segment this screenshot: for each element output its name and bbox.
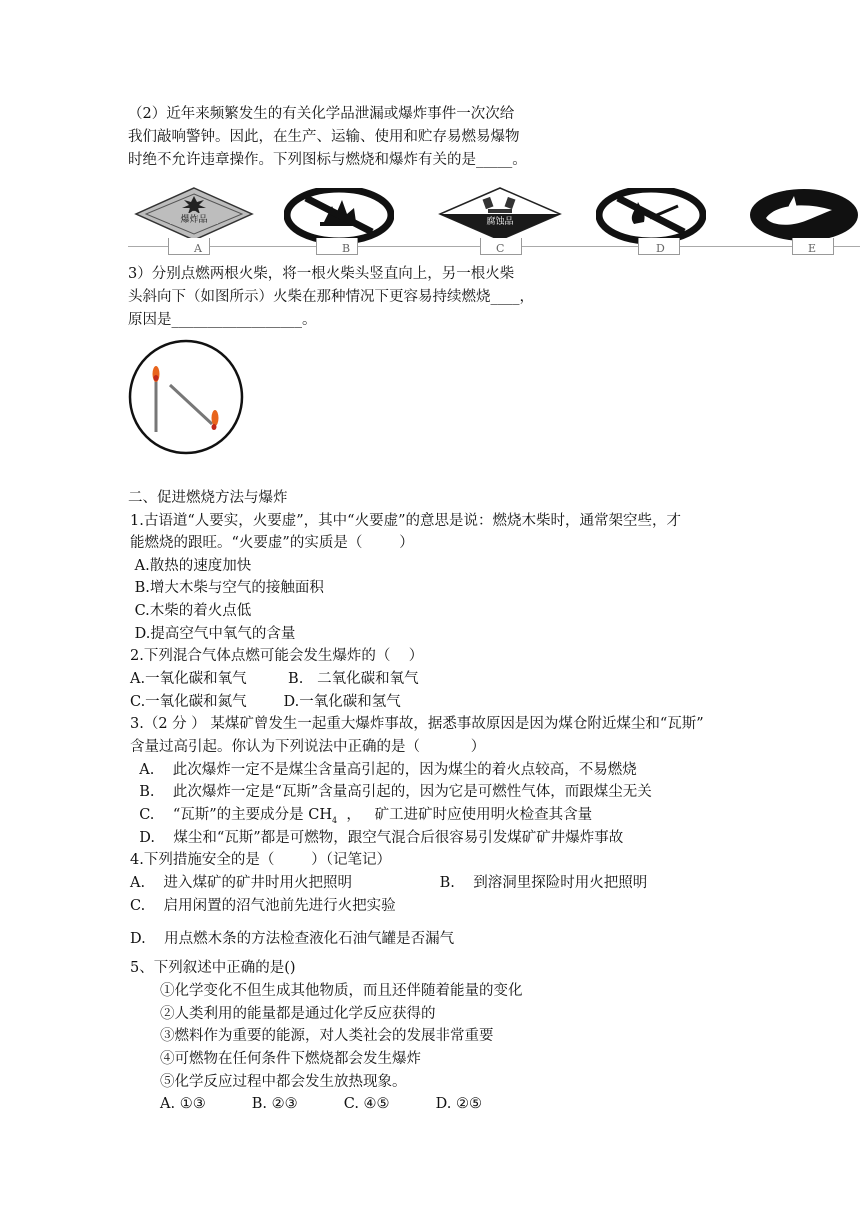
no-smoking-sign-icon (596, 188, 706, 244)
p3-option-c-subscript: 4 (332, 815, 338, 825)
p1-option-c: C.木柴的着火点低 (130, 603, 252, 619)
no-fire-sign-icon (284, 188, 394, 244)
p4-option-c: C. 启用闲置的沼气池前先进行火把实验 (130, 898, 396, 914)
corrosive-label-text: 腐蚀品 (486, 217, 514, 227)
corrosive-diamond-icon (438, 186, 562, 242)
p5-statement-2: ②人类利用的能量都是通过化学反应获得的 (160, 1006, 436, 1022)
p3-line-1: 3.（2 分 ） 某煤矿曾发生一起重大爆炸事故，据悉事故原因是因为煤仓附近煤尘和“瓦斯” (130, 716, 704, 732)
icon-label-a: A (194, 242, 202, 255)
p3-line-2: 含量过高引起。你认为下列说法中正确的是（ ） (130, 739, 486, 755)
label-box-b (316, 238, 358, 255)
icon-label-e: E (808, 242, 817, 255)
icon-label-b: B (342, 242, 351, 255)
p4-question: 4.下列措施安全的是（ ）（记笔记） (130, 852, 391, 868)
explosive-label-text: 爆炸品 (180, 215, 208, 225)
q2-line-1: （2）近年来频繁发生的有关化学品泄漏或爆炸事件一次次给 (128, 106, 515, 122)
p3-option-a: A. 此次爆炸一定不是煤尘含量高引起的，因为煤尘的着火点较高，不易燃烧 (130, 762, 637, 778)
icon-label-c: C (496, 242, 505, 255)
p3-option-b: B. 此次爆炸一定是“瓦斯”含量高引起的，因为它是可燃性气体，而跟煤尘无关 (130, 784, 652, 800)
section-2-title: 二、促进燃烧方法与爆炸 (128, 490, 288, 506)
p1-option-a: A.散热的速度加快 (130, 558, 252, 574)
p3-option-c (130, 805, 592, 831)
q3-line-2: 头斜向下（如图所示）火柴在那种情况下更容易持续燃烧____， (128, 289, 534, 305)
label-box-a (168, 238, 210, 255)
p5-statement-5: ⑤化学反应过程中都会发生放热现象。 (160, 1074, 407, 1090)
p1-line-1: 1.古语道“人要实，火要虚”，其中“火要虚”的意思是说：燃烧木柴时，通常架空些，才 (130, 513, 681, 529)
water-drop-sign-icon (746, 188, 860, 244)
hazard-icon-row (128, 186, 860, 260)
q3-line-3: 原因是__________________。 (128, 312, 317, 328)
q3-line-1: 3）分别点燃两根火柴，将一根火柴头竖直向上，另一根火柴 (128, 266, 515, 282)
p5-options: A. ①③ B. ②③ C. ④⑤ D. ②⑤ (160, 1096, 482, 1112)
p4-option-d: D. 用点燃木条的方法检查液化石油气罐是否漏气 (130, 931, 455, 947)
icon-label-d: D (656, 242, 665, 255)
p2-options-ab: A.一氧化碳和氧气 B. 二氧化碳和氧气 (130, 671, 419, 687)
explosive-diamond-icon (134, 186, 254, 242)
p3-option-d: D. 煤尘和“瓦斯”都是可燃物，跟空气混合后很容易引发煤矿矿井爆炸事故 (130, 830, 624, 846)
p5-question: 5、下列叙述中正确的是() (130, 960, 296, 976)
p3-option-c-pre: C. “瓦斯”的主要成分是 CH (130, 807, 333, 823)
matches-illustration (128, 338, 246, 456)
p5-statement-4: ④可燃物在任何条件下燃烧都会发生爆炸 (160, 1051, 421, 1067)
p3-option-c-post: ， 矿工进矿时应使用明火检查其含量 (337, 807, 593, 823)
p5-statement-1: ①化学变化不但生成其他物质，而且还伴随着能量的变化 (160, 983, 523, 999)
p1-line-2: 能燃烧的跟旺。“火要虚”的实质是（ ） (130, 535, 414, 551)
p4-options-ab: A. 进入煤矿的矿井时用火把照明 B. 到溶洞里探险时用火把照明 (130, 875, 648, 891)
p2-question: 2.下列混合气体点燃可能会发生爆炸的（ ） (130, 648, 424, 664)
p1-option-d: D.提高空气中氧气的含量 (130, 626, 296, 642)
p5-statement-3: ③燃料作为重要的能源，对人类社会的发展非常重要 (160, 1028, 494, 1044)
q2-line-3: 时绝不允许违章操作。下列图标与燃烧和爆炸有关的是_____。 (128, 152, 527, 168)
q2-line-2: 我们敲响警钟。因此，在生产、运输、使用和贮存易燃易爆物 (128, 129, 520, 145)
p2-options-cd: C.一氧化碳和氮气 D.一氧化碳和氢气 (130, 694, 401, 710)
p1-option-b: B.增大木柴与空气的接触面积 (130, 580, 324, 596)
